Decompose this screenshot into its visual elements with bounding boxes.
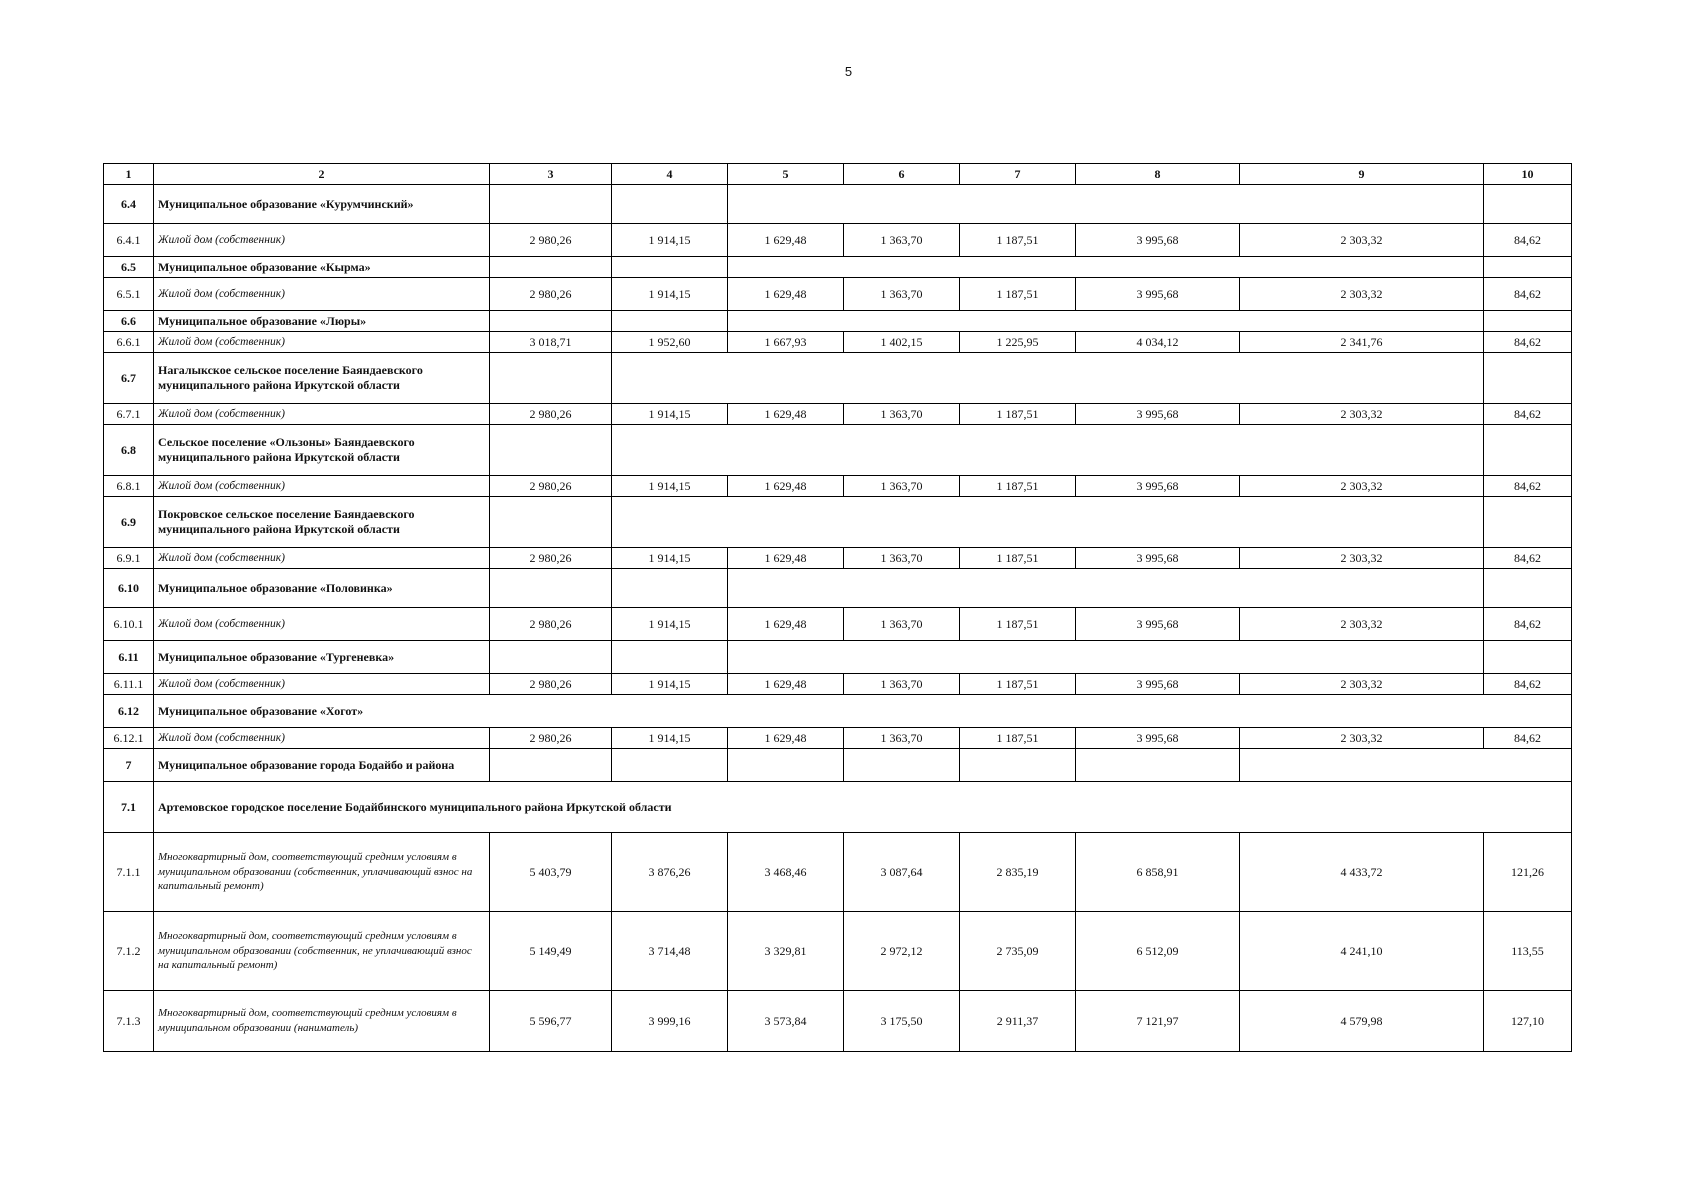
value-cell: 4 579,98 — [1240, 991, 1484, 1052]
row-name: Покровское сельское поселение Баяндаевского муниципального района Иркутской области — [154, 497, 490, 548]
header-cell: 6 — [844, 164, 960, 185]
value-cell: 1 629,48 — [728, 476, 844, 497]
empty-cell — [1484, 425, 1572, 476]
value-cell: 3 995,68 — [1076, 404, 1240, 425]
value-cell: 3 087,64 — [844, 833, 960, 912]
value-cell: 84,62 — [1484, 404, 1572, 425]
empty-cell — [490, 749, 612, 782]
value-cell: 3 468,46 — [728, 833, 844, 912]
row-code: 6.5.1 — [104, 278, 154, 311]
empty-cell — [490, 353, 612, 404]
empty-cell — [728, 311, 1484, 332]
item-row — [104, 833, 1572, 912]
value-cell: 84,62 — [1484, 608, 1572, 641]
empty-cell — [612, 569, 728, 608]
value-cell: 84,62 — [1484, 332, 1572, 353]
value-cell: 84,62 — [1484, 674, 1572, 695]
value-cell: 1 629,48 — [728, 224, 844, 257]
empty-cell — [728, 641, 1484, 674]
value-cell: 3 714,48 — [612, 912, 728, 991]
value-cell: 1 629,48 — [728, 278, 844, 311]
value-cell: 1 225,95 — [960, 332, 1076, 353]
page-number: 5 — [844, 64, 853, 79]
value-cell: 1 187,51 — [960, 278, 1076, 311]
row-name: Муниципальное образование «Кырма» — [154, 257, 490, 278]
empty-cell — [844, 749, 960, 782]
row-code: 6.11.1 — [104, 674, 154, 695]
row-name: Муниципальное образование города Бодайбо и района — [154, 749, 490, 782]
row-name: Муниципальное образование «Люры» — [154, 311, 490, 332]
empty-cell — [960, 749, 1076, 782]
value-cell: 3 018,71 — [490, 332, 612, 353]
group-row — [104, 185, 1572, 224]
value-cell: 2 303,32 — [1240, 674, 1484, 695]
value-cell: 1 667,93 — [728, 332, 844, 353]
value-cell: 84,62 — [1484, 278, 1572, 311]
item-row — [104, 674, 1572, 695]
empty-cell — [490, 257, 612, 278]
empty-cell — [490, 311, 612, 332]
row-code: 6.7.1 — [104, 404, 154, 425]
value-cell: 1 914,15 — [612, 548, 728, 569]
value-cell: 3 995,68 — [1076, 278, 1240, 311]
empty-cell — [612, 185, 728, 224]
row-code: 7.1 — [104, 782, 154, 833]
value-cell: 1 363,70 — [844, 404, 960, 425]
empty-cell — [728, 569, 1484, 608]
value-cell: 3 175,50 — [844, 991, 960, 1052]
empty-cell — [728, 257, 1484, 278]
value-cell: 3 995,68 — [1076, 224, 1240, 257]
value-cell: 3 999,16 — [612, 991, 728, 1052]
row-code: 6.9.1 — [104, 548, 154, 569]
value-cell: 127,10 — [1484, 991, 1572, 1052]
row-code: 6.4.1 — [104, 224, 154, 257]
row-code: 7.1.3 — [104, 991, 154, 1052]
item-row — [104, 332, 1572, 353]
row-name: Артемовское городское поселение Бодайбинского муниципального района Иркутской области — [154, 782, 1572, 833]
value-cell: 1 914,15 — [612, 728, 728, 749]
empty-cell — [1484, 353, 1572, 404]
item-row — [104, 278, 1572, 311]
value-cell: 1 187,51 — [960, 224, 1076, 257]
row-code: 7 — [104, 749, 154, 782]
empty-cell — [1484, 497, 1572, 548]
value-cell: 1 629,48 — [728, 674, 844, 695]
value-cell: 2 980,26 — [490, 728, 612, 749]
value-cell: 1 914,15 — [612, 278, 728, 311]
tariff-table — [103, 163, 1572, 1052]
value-cell: 3 995,68 — [1076, 608, 1240, 641]
row-name: Многоквартирный дом, соответствующий средним условиям в муниципальном образовании (собственник, уплачивающий взнос на капитальный ремонт) — [154, 833, 490, 912]
value-cell: 84,62 — [1484, 476, 1572, 497]
value-cell: 1 187,51 — [960, 548, 1076, 569]
value-cell: 2 341,76 — [1240, 332, 1484, 353]
value-cell: 1 187,51 — [960, 476, 1076, 497]
row-code: 6.8 — [104, 425, 154, 476]
value-cell: 6 858,91 — [1076, 833, 1240, 912]
row-code: 6.6 — [104, 311, 154, 332]
value-cell: 1 629,48 — [728, 548, 844, 569]
empty-cell — [490, 497, 612, 548]
empty-cell — [728, 185, 1484, 224]
row-name: Жилой дом (собственник) — [154, 224, 490, 257]
empty-cell — [612, 641, 728, 674]
value-cell: 2 911,37 — [960, 991, 1076, 1052]
value-cell: 1 363,70 — [844, 278, 960, 311]
row-code: 6.10.1 — [104, 608, 154, 641]
group-row — [104, 695, 1572, 728]
value-cell: 2 980,26 — [490, 548, 612, 569]
row-name: Нагалыкское сельское поселение Баяндаевского муниципального района Иркутской области — [154, 353, 490, 404]
row-code: 6.10 — [104, 569, 154, 608]
row-code: 6.7 — [104, 353, 154, 404]
value-cell: 84,62 — [1484, 548, 1572, 569]
row-code: 7.1.1 — [104, 833, 154, 912]
header-cell: 5 — [728, 164, 844, 185]
value-cell: 3 329,81 — [728, 912, 844, 991]
empty-cell — [612, 749, 728, 782]
group-row — [104, 425, 1572, 476]
value-cell: 84,62 — [1484, 224, 1572, 257]
value-cell: 3 573,84 — [728, 991, 844, 1052]
row-name: Многоквартирный дом, соответствующий средним условиям в муниципальном образовании (собственник, не уплачивающий взнос на капитальный ремонт) — [154, 912, 490, 991]
empty-cell — [612, 497, 1484, 548]
item-row — [104, 912, 1572, 991]
empty-cell — [612, 353, 1484, 404]
group-row — [104, 749, 1572, 782]
value-cell: 2 980,26 — [490, 224, 612, 257]
value-cell: 1 629,48 — [728, 404, 844, 425]
value-cell: 2 303,32 — [1240, 224, 1484, 257]
value-cell: 5 149,49 — [490, 912, 612, 991]
item-row — [104, 991, 1572, 1052]
value-cell: 1 363,70 — [844, 224, 960, 257]
header-cell: 9 — [1240, 164, 1484, 185]
value-cell: 1 914,15 — [612, 608, 728, 641]
value-cell: 2 980,26 — [490, 278, 612, 311]
value-cell: 2 303,32 — [1240, 608, 1484, 641]
value-cell: 4 034,12 — [1076, 332, 1240, 353]
header-cell: 7 — [960, 164, 1076, 185]
value-cell: 3 995,68 — [1076, 476, 1240, 497]
value-cell: 121,26 — [1484, 833, 1572, 912]
empty-cell — [490, 425, 612, 476]
item-row — [104, 476, 1572, 497]
header-cell: 8 — [1076, 164, 1240, 185]
value-cell: 2 835,19 — [960, 833, 1076, 912]
row-code: 6.12.1 — [104, 728, 154, 749]
value-cell: 2 980,26 — [490, 476, 612, 497]
row-code: 6.5 — [104, 257, 154, 278]
value-cell: 3 995,68 — [1076, 548, 1240, 569]
row-name: Жилой дом (собственник) — [154, 548, 490, 569]
value-cell: 3 995,68 — [1076, 728, 1240, 749]
group-row — [104, 257, 1572, 278]
header-cell: 4 — [612, 164, 728, 185]
value-cell: 1 187,51 — [960, 674, 1076, 695]
row-code: 6.4 — [104, 185, 154, 224]
value-cell: 4 241,10 — [1240, 912, 1484, 991]
row-code: 6.8.1 — [104, 476, 154, 497]
value-cell: 4 433,72 — [1240, 833, 1484, 912]
value-cell: 1 363,70 — [844, 608, 960, 641]
row-name: Жилой дом (собственник) — [154, 728, 490, 749]
row-name: Муниципальное образование «Хогот» — [154, 695, 1572, 728]
empty-cell — [1484, 311, 1572, 332]
row-name: Муниципальное образование «Половинка» — [154, 569, 490, 608]
header-cell: 10 — [1484, 164, 1572, 185]
value-cell: 6 512,09 — [1076, 912, 1240, 991]
row-name: Сельское поселение «Ользоны» Баяндаевского муниципального района Иркутской области — [154, 425, 490, 476]
value-cell: 3 876,26 — [612, 833, 728, 912]
value-cell: 2 303,32 — [1240, 404, 1484, 425]
row-code: 6.11 — [104, 641, 154, 674]
value-cell: 1 914,15 — [612, 674, 728, 695]
header-row — [104, 164, 1572, 185]
row-code: 6.9 — [104, 497, 154, 548]
row-name: Муниципальное образование «Тургеневка» — [154, 641, 490, 674]
value-cell: 1 914,15 — [612, 404, 728, 425]
row-code: 6.6.1 — [104, 332, 154, 353]
item-row — [104, 728, 1572, 749]
group-row — [104, 311, 1572, 332]
group-row — [104, 497, 1572, 548]
empty-cell — [612, 311, 728, 332]
empty-cell — [728, 749, 844, 782]
empty-cell — [490, 185, 612, 224]
row-name: Жилой дом (собственник) — [154, 476, 490, 497]
value-cell: 5 403,79 — [490, 833, 612, 912]
group-row — [104, 569, 1572, 608]
value-cell: 7 121,97 — [1076, 991, 1240, 1052]
value-cell: 5 596,77 — [490, 991, 612, 1052]
item-row — [104, 224, 1572, 257]
value-cell: 1 363,70 — [844, 476, 960, 497]
value-cell: 2 980,26 — [490, 608, 612, 641]
value-cell: 2 303,32 — [1240, 728, 1484, 749]
value-cell: 1 914,15 — [612, 224, 728, 257]
header-cell: 2 — [154, 164, 490, 185]
row-name: Жилой дом (собственник) — [154, 332, 490, 353]
row-code: 6.12 — [104, 695, 154, 728]
value-cell: 1 363,70 — [844, 548, 960, 569]
value-cell: 84,62 — [1484, 728, 1572, 749]
group-row — [104, 641, 1572, 674]
value-cell: 2 303,32 — [1240, 278, 1484, 311]
header-cell: 1 — [104, 164, 154, 185]
group-row — [104, 353, 1572, 404]
empty-cell — [1484, 185, 1572, 224]
value-cell: 1 363,70 — [844, 728, 960, 749]
value-cell: 3 995,68 — [1076, 674, 1240, 695]
empty-cell — [1484, 257, 1572, 278]
empty-cell — [612, 425, 1484, 476]
value-cell: 1 187,51 — [960, 404, 1076, 425]
value-cell: 1 402,15 — [844, 332, 960, 353]
row-name: Многоквартирный дом, соответствующий средним условиям в муниципальном образовании (наниматель) — [154, 991, 490, 1052]
empty-cell — [1240, 749, 1572, 782]
row-name: Муниципальное образование «Курумчинский» — [154, 185, 490, 224]
empty-cell — [1484, 641, 1572, 674]
value-cell: 1 187,51 — [960, 728, 1076, 749]
value-cell: 1 629,48 — [728, 608, 844, 641]
value-cell: 113,55 — [1484, 912, 1572, 991]
empty-cell — [1484, 569, 1572, 608]
value-cell: 1 363,70 — [844, 674, 960, 695]
empty-cell — [490, 569, 612, 608]
empty-cell — [490, 641, 612, 674]
value-cell: 2 980,26 — [490, 674, 612, 695]
row-code: 7.1.2 — [104, 912, 154, 991]
value-cell: 1 187,51 — [960, 608, 1076, 641]
value-cell: 1 914,15 — [612, 476, 728, 497]
value-cell: 2 980,26 — [490, 404, 612, 425]
item-row — [104, 404, 1572, 425]
row-name: Жилой дом (собственник) — [154, 674, 490, 695]
group-row — [104, 782, 1572, 833]
value-cell: 2 303,32 — [1240, 548, 1484, 569]
value-cell: 1 952,60 — [612, 332, 728, 353]
empty-cell — [1076, 749, 1240, 782]
header-cell: 3 — [490, 164, 612, 185]
row-name: Жилой дом (собственник) — [154, 608, 490, 641]
value-cell: 1 629,48 — [728, 728, 844, 749]
row-name: Жилой дом (собственник) — [154, 278, 490, 311]
value-cell: 2 735,09 — [960, 912, 1076, 991]
row-name: Жилой дом (собственник) — [154, 404, 490, 425]
item-row — [104, 608, 1572, 641]
value-cell: 2 303,32 — [1240, 476, 1484, 497]
empty-cell — [612, 257, 728, 278]
item-row — [104, 548, 1572, 569]
value-cell: 2 972,12 — [844, 912, 960, 991]
